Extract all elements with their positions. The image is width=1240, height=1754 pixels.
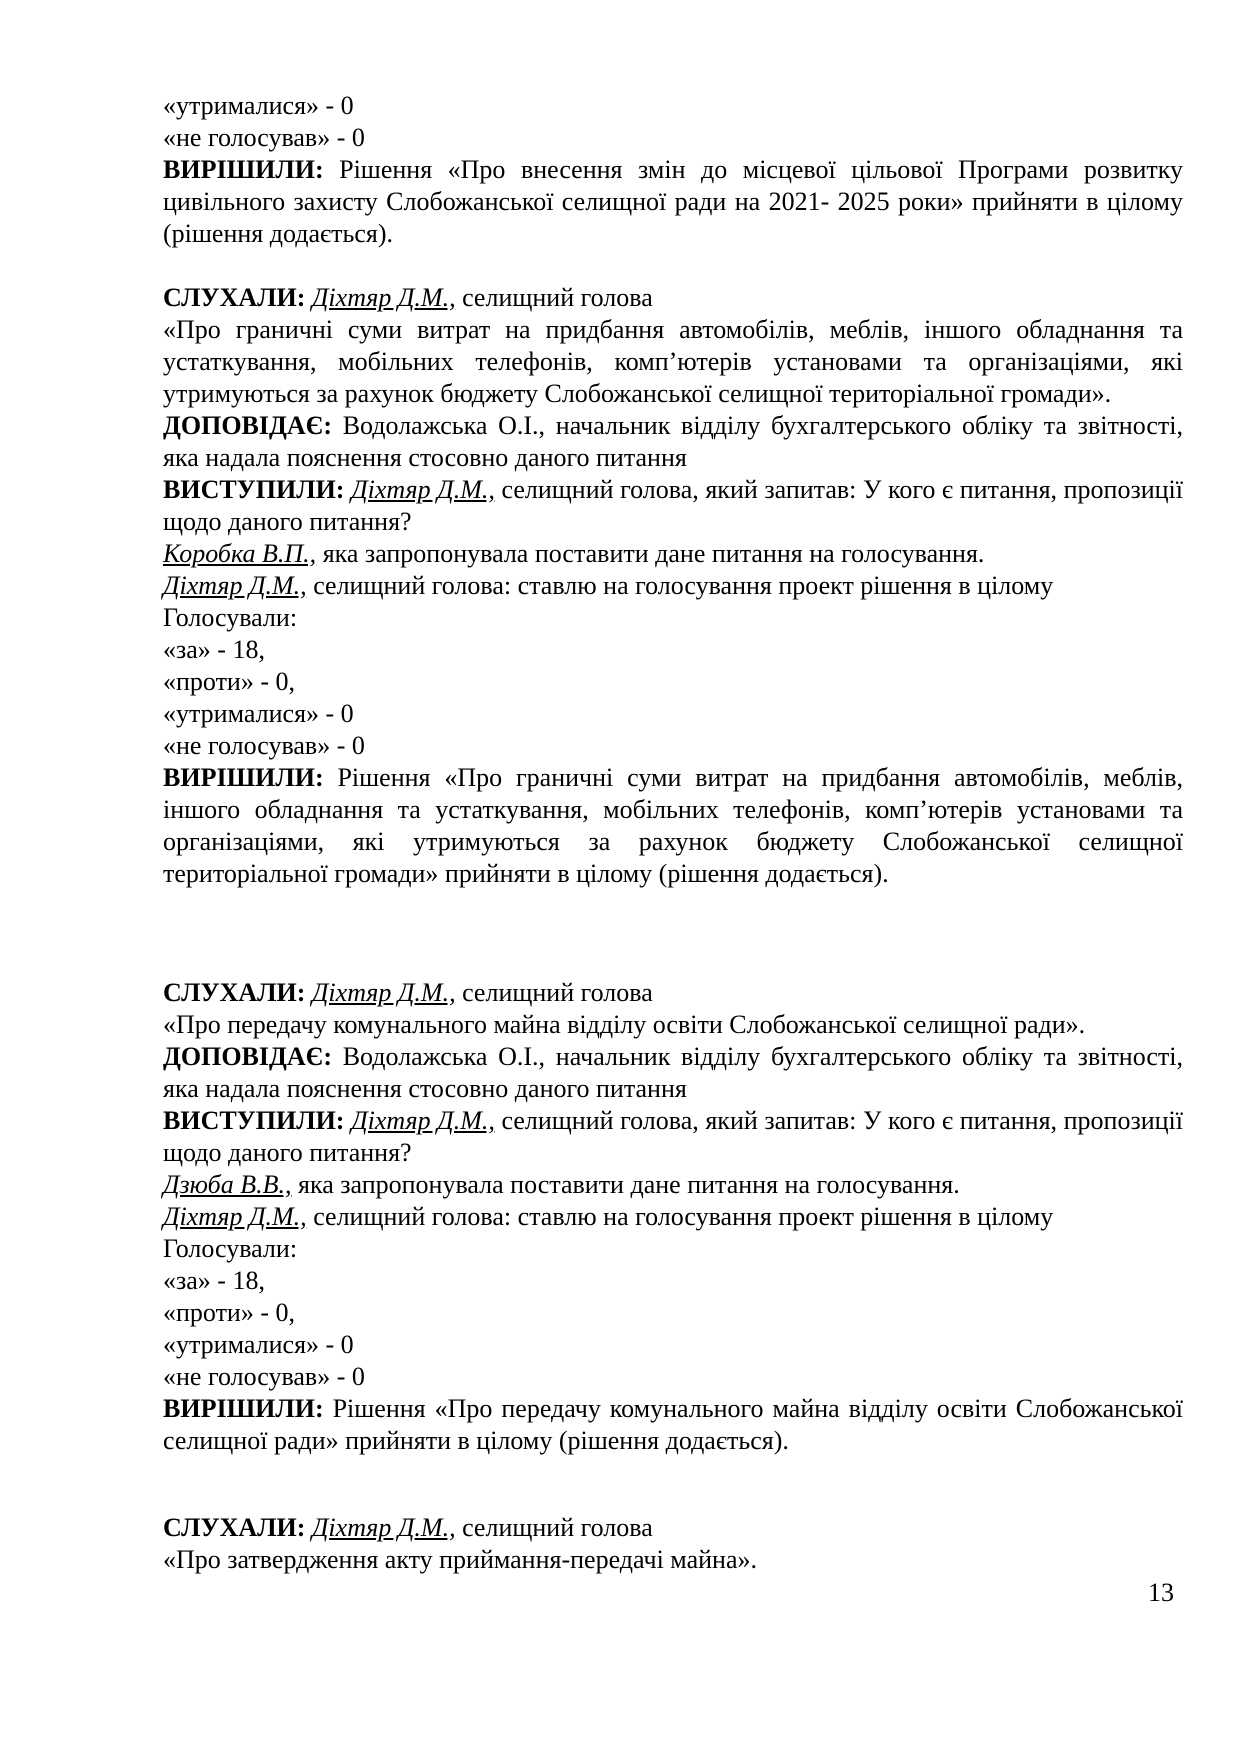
chair-text: селищний голова: ставлю на голосування проект рішення в цілому [306, 1202, 1054, 1231]
agenda-item-4 [163, 1512, 1183, 1576]
chair-speaker: Діхтяр Д.М., [163, 1202, 307, 1231]
proposal-text: яка запропонувала поставити дане питання на голосування. [316, 539, 985, 568]
voted-label: Голосували: [163, 1234, 298, 1263]
agenda-item-3 [163, 977, 1183, 1457]
topic-line: «Про затвердження акту приймання-передачі майна». [163, 1545, 757, 1574]
vote-abstained: «утрималися» - 0 [163, 91, 354, 120]
heard-line [163, 1512, 1183, 1544]
heard-line [163, 282, 1183, 314]
proposal-speaker: Коробка В.П., [163, 539, 317, 568]
heard-label: СЛУХАЛИ: [163, 283, 306, 312]
heard-label: СЛУХАЛИ: [163, 1513, 306, 1542]
heard-speaker: Діхтяр Д.М., [311, 978, 456, 1007]
report-paragraph [163, 410, 1183, 474]
voted-label: Голосували: [163, 603, 298, 632]
report-text: Водолажська О.І., начальник відділу бухгалтерського обліку та звітності, яка надала пояснення стосовно даного питання [163, 1042, 1183, 1103]
heard-role: селищний голова [455, 283, 653, 312]
heard-line [163, 977, 1183, 1009]
vote-not-voted: «не голосував» - 0 [163, 731, 365, 760]
spoke-paragraph [163, 1105, 1183, 1169]
proposal-text: яка запропонувала поставити дане питання на голосування. [291, 1170, 960, 1199]
intro-section [163, 90, 1183, 250]
chair-speaker: Діхтяр Д.М., [163, 571, 307, 600]
topic-paragraph: «Про граничні суми витрат на придбання автомобілів, меблів, іншого обладнання та устаткування, мобільних телефонів, комп’ютерів установами та організаціями, які утримуються за рахунок бюджету Слобожанської селищної територіальної громади». [163, 315, 1183, 408]
decision-label: ВИРІШИЛИ: [163, 155, 324, 184]
report-text: Водолажська О.І., начальник відділу бухгалтерського обліку та звітності, яка надала пояснення стосовно даного питання [163, 411, 1183, 472]
spoke-paragraph [163, 474, 1183, 538]
heard-role: селищний голова [455, 978, 653, 1007]
heard-role: селищний голова [455, 1513, 653, 1542]
vote-abstained: «утрималися» - 0 [163, 1330, 354, 1359]
vote-for: «за» - 18, [163, 635, 265, 664]
vote-not-voted: «не голосував» - 0 [163, 123, 365, 152]
agenda-item-2 [163, 282, 1183, 890]
spoke-text: селищний голова, який запитав: У кого є питання, пропозиції щодо даного питання? [163, 475, 1184, 536]
report-label: ДОПОВІДАЄ: [163, 1042, 332, 1071]
vote-for: «за» - 18, [163, 1266, 265, 1295]
decision-paragraph [163, 1393, 1183, 1457]
proposal-line [163, 538, 1183, 570]
report-label: ДОПОВІДАЄ: [163, 411, 332, 440]
vote-not-voted: «не голосував» - 0 [163, 1362, 365, 1391]
vote-against: «проти» - 0, [163, 1298, 296, 1327]
heard-speaker: Діхтяр Д.М., [311, 1513, 456, 1542]
proposal-speaker: Дзюба В.В., [163, 1170, 292, 1199]
decision-paragraph [163, 762, 1183, 890]
spoke-label: ВИСТУПИЛИ: [163, 1106, 345, 1135]
vote-against: «проти» - 0, [163, 667, 296, 696]
heard-label: СЛУХАЛИ: [163, 978, 306, 1007]
decision-text: Рішення «Про граничні суми витрат на придбання автомобілів, меблів, іншого обладнання та устаткування, мобільних телефонів, комп’ютерів установами та організаціями, які утримуються за рахунок бюджету Слобожанської селищної територіальної громади» прийняти в цілому (рішення додається). [163, 763, 1183, 888]
page-number: 13 [1148, 1578, 1174, 1607]
topic-paragraph: «Про передачу комунального майна відділу освіти Слобожанської селищної ради». [163, 1010, 1086, 1039]
decision-label: ВИРІШИЛИ: [163, 763, 324, 792]
proposal-line [163, 1169, 1183, 1201]
spoke-speaker: Діхтяр Д.М., [351, 475, 495, 504]
decision-label: ВИРІШИЛИ: [163, 1394, 324, 1423]
decision-text: Рішення «Про передачу комунального майна відділу освіти Слобожанської селищної ради» прийняти в цілому (рішення додається). [163, 1394, 1183, 1455]
decision-text: Рішення «Про внесення змін до місцевої цільової Програми розвитку цивільного захисту Слобожанської селищної ради на 2021- 2025 роки» прийняти в цілому (рішення додається). [163, 155, 1183, 248]
chair-text: селищний голова: ставлю на голосування проект рішення в цілому [306, 571, 1054, 600]
vote-abstained: «утрималися» - 0 [163, 699, 354, 728]
spoke-text: селищний голова, який запитав: У кого є питання, пропозиції щодо даного питання? [163, 1106, 1184, 1167]
chair-line [163, 570, 1183, 602]
decision-paragraph [163, 154, 1183, 250]
spoke-label: ВИСТУПИЛИ: [163, 475, 345, 504]
report-paragraph [163, 1041, 1183, 1105]
spoke-speaker: Діхтяр Д.М., [351, 1106, 495, 1135]
heard-speaker: Діхтяр Д.М., [311, 283, 456, 312]
chair-line [163, 1201, 1183, 1233]
